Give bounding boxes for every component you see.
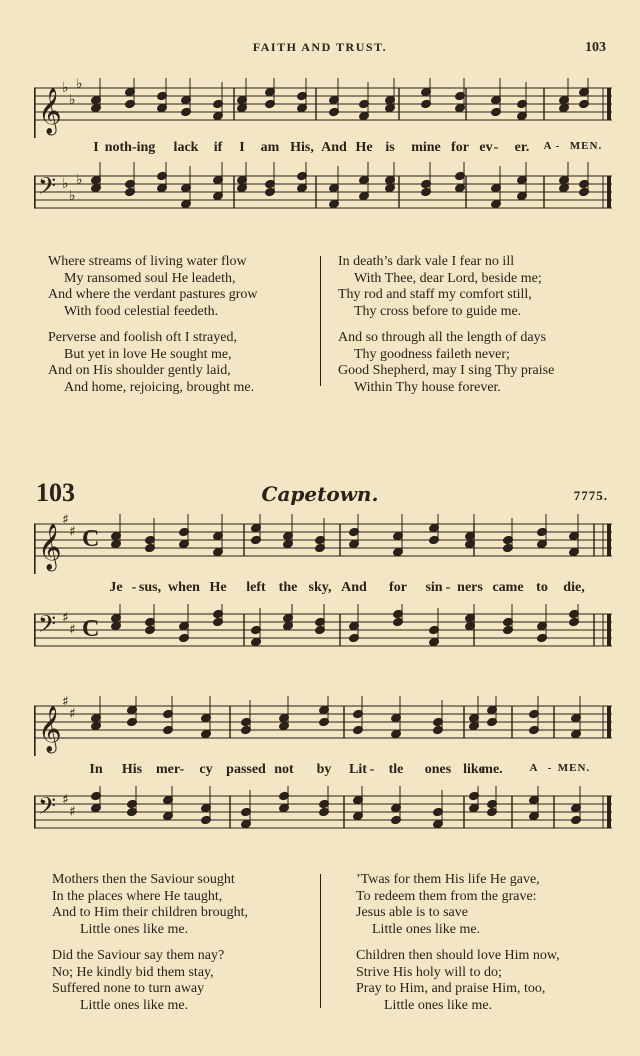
lyric-syllable: mer [155, 762, 181, 777]
lyric-syllable: ones [424, 762, 452, 777]
verse-line: ’Twas for them His life He gave, [356, 872, 540, 887]
verse-line: Thy rod and staff my comfort still, [338, 287, 532, 302]
sharp-icon: ♯ [69, 804, 76, 820]
verse-line: To redeem them from the grave: [356, 888, 537, 904]
lyric-syllable: A [529, 762, 539, 774]
staff-svg [34, 604, 612, 664]
lyric-syllable: er. [514, 140, 530, 155]
lyric-syllable: MEN. [557, 762, 591, 774]
verse-line: In the places where He taught, [52, 888, 223, 904]
lyric-syllable: for [389, 580, 407, 595]
final-bar [607, 796, 611, 828]
sharp-icon: ♯ [62, 696, 69, 710]
hymn103-bass-staff-1 [34, 604, 612, 664]
hymn103-verses-right [356, 872, 560, 1014]
hymn103-lyrics-1 [34, 580, 612, 598]
staff-svg [34, 162, 612, 224]
lyric-syllable: Lit [349, 762, 367, 777]
final-bar [607, 614, 611, 646]
lyric-syllable: - [547, 762, 553, 774]
lyric-syllable: by [316, 762, 332, 777]
lyric-syllable: like [463, 762, 485, 777]
verse-line: And so through all the length of days [338, 330, 547, 345]
verse-line: Strive His holy will to do; [356, 964, 502, 980]
lyric-syllable: when [168, 580, 200, 595]
lyric-syllable: to [536, 580, 548, 595]
lyric-syllable: mine [411, 140, 441, 155]
verse-line: And home, rejoicing, brought me. [64, 379, 255, 395]
lyric-syllable: left [246, 580, 266, 595]
hymn103-verses-left [52, 872, 248, 1014]
verse [52, 948, 248, 1014]
final-bar [607, 524, 611, 556]
verse-line: Jesus able is to save [356, 905, 468, 920]
verse-line: Pray to Him, and praise Him, too, [356, 981, 546, 996]
lyric-syllable: ners [457, 580, 483, 595]
flat-icon: ♭ [76, 172, 83, 188]
lyric-syllable: - [369, 762, 375, 777]
top-hymn-treble-staff [34, 78, 612, 138]
tune-name: Capetown. [261, 482, 379, 506]
sharp-icon: ♯ [69, 706, 76, 722]
lyric-syllable: sky, [308, 580, 332, 595]
verse [338, 330, 554, 396]
verse-line: But yet in love He sought me, [64, 346, 232, 362]
verse-line: Within Thy house forever. [354, 379, 501, 395]
treble-clef-icon: 𝄞 [38, 524, 62, 570]
lyric-syllable: noth-ing [104, 140, 156, 155]
column-divider [320, 874, 321, 1008]
verse [48, 330, 258, 396]
hymn103-lyrics-2 [34, 762, 612, 780]
lyric-syllable: ev [479, 140, 493, 155]
lyric-syllable: came [492, 580, 524, 595]
final-bar [607, 176, 611, 208]
lyric-syllable: for [451, 140, 469, 155]
final-bar [607, 88, 611, 120]
verse-line: Thy goodness faileth never; [354, 346, 510, 362]
staff-svg [34, 78, 612, 138]
final-bar [607, 706, 611, 738]
verse-line: Little ones like me. [384, 997, 493, 1013]
verse-line: And on His shoulder gently laid, [48, 363, 231, 378]
lyric-syllable: And [321, 140, 347, 155]
sharp-icon: ♯ [69, 622, 76, 638]
lyric-syllable: His, [290, 140, 314, 155]
bass-clef-icon: 𝄢 [38, 172, 57, 205]
verse [356, 948, 560, 1014]
lyric-syllable: if [213, 140, 223, 155]
verse-line: And where the verdant pastures grow [48, 287, 258, 302]
lyric-syllable: tle [388, 762, 404, 777]
lyric-syllable: lack [173, 140, 199, 155]
lyric-syllable: Je [109, 580, 123, 595]
verse-line: In death’s dark vale I fear no ill [338, 254, 515, 269]
verse [52, 872, 248, 938]
lyric-syllable: is [385, 140, 395, 155]
staff-svg [34, 786, 612, 846]
flat-icon: ♭ [69, 92, 76, 108]
time-signature: C [82, 526, 100, 552]
lyric-syllable: He [209, 580, 227, 595]
hymn103-treble-staff-1 [34, 514, 612, 574]
flat-icon: ♭ [69, 188, 76, 204]
lyric-syllable: not [274, 762, 294, 777]
verse-line: Suffered none to turn away [52, 981, 205, 996]
verse-line: And to Him their children brought, [52, 905, 248, 920]
lyric-syllable: - [131, 580, 137, 595]
lyric-syllable: He [355, 140, 373, 155]
flat-icon: ♭ [62, 176, 69, 192]
hymn103-bass-staff-2 [34, 786, 612, 846]
bass-clef-icon: 𝄢 [38, 610, 57, 643]
verse [356, 872, 560, 938]
flat-icon: ♭ [62, 80, 69, 96]
lyric-syllable: - [493, 140, 499, 155]
lyric-syllable: - [555, 140, 561, 152]
lyric-syllable: sus, [138, 580, 162, 595]
verse-line: Perverse and foolish oft I strayed, [48, 330, 237, 345]
staff-svg [34, 514, 612, 574]
lyric-syllable: His [121, 762, 143, 777]
verse [48, 254, 258, 320]
sharp-icon: ♯ [62, 610, 69, 626]
sharp-icon: ♯ [62, 792, 69, 808]
column-divider [320, 256, 321, 386]
time-signature: C [82, 616, 100, 642]
verse-line: Little ones like me. [80, 921, 189, 937]
top-hymn-verses-right [338, 254, 554, 396]
top-hymn-verses-left [48, 254, 258, 396]
lyric-syllable: A [543, 140, 553, 152]
hymn103-treble-staff-2 [34, 696, 612, 756]
bass-clef-icon: 𝄢 [38, 792, 57, 825]
hymn-number: 103 [36, 478, 75, 507]
verse-line: Good Shepherd, may I sing Thy praise [338, 363, 555, 378]
flat-icon: ♭ [76, 78, 83, 92]
verse-line: Thy cross before to guide me. [354, 303, 522, 319]
lyric-syllable: And [341, 580, 367, 595]
lyric-syllable: MEN. [569, 140, 603, 152]
lyric-syllable: the [278, 580, 298, 595]
page-header-title: FAITH AND TRUST. [252, 40, 388, 54]
sharp-icon: ♯ [62, 514, 69, 528]
top-hymn-lyrics [34, 140, 612, 158]
lyric-syllable: passed [226, 762, 266, 777]
verse-line: Mothers then the Saviour sought [52, 872, 235, 887]
verse-line: Children then should love Him now, [356, 948, 560, 963]
verse-line: Where streams of living water flow [48, 254, 247, 269]
lyric-syllable: - [179, 762, 185, 777]
lyric-syllable: - [445, 580, 451, 595]
staff-svg [34, 696, 612, 756]
treble-clef-icon: 𝄞 [38, 706, 62, 752]
verse-line: Little ones like me. [372, 921, 481, 937]
lyric-syllable: me. [481, 762, 503, 777]
verse-line: Little ones like me. [80, 997, 189, 1013]
verse-line: No; He kindly bid them stay, [52, 964, 214, 980]
verse-line: Did the Saviour say them nay? [52, 948, 225, 963]
page-number: 103 [585, 40, 606, 55]
verse-line: With Thee, dear Lord, beside me; [354, 270, 542, 286]
treble-clef-icon: 𝄞 [38, 88, 62, 134]
hymn-meter: 7775. [573, 488, 608, 503]
lyric-syllable: I [93, 140, 99, 155]
lyric-syllable: sin [425, 580, 443, 595]
lyric-syllable: I [239, 140, 245, 155]
verse-line: With food celestial feedeth. [64, 303, 219, 319]
lyric-syllable: In [89, 762, 103, 777]
top-hymn-bass-staff [34, 162, 612, 224]
lyric-syllable: am [260, 140, 280, 155]
verse [338, 254, 554, 320]
lyric-syllable: cy [199, 762, 213, 777]
sharp-icon: ♯ [69, 524, 76, 540]
verse-line: My ransomed soul He leadeth, [64, 270, 236, 286]
lyric-syllable: die, [563, 580, 585, 595]
